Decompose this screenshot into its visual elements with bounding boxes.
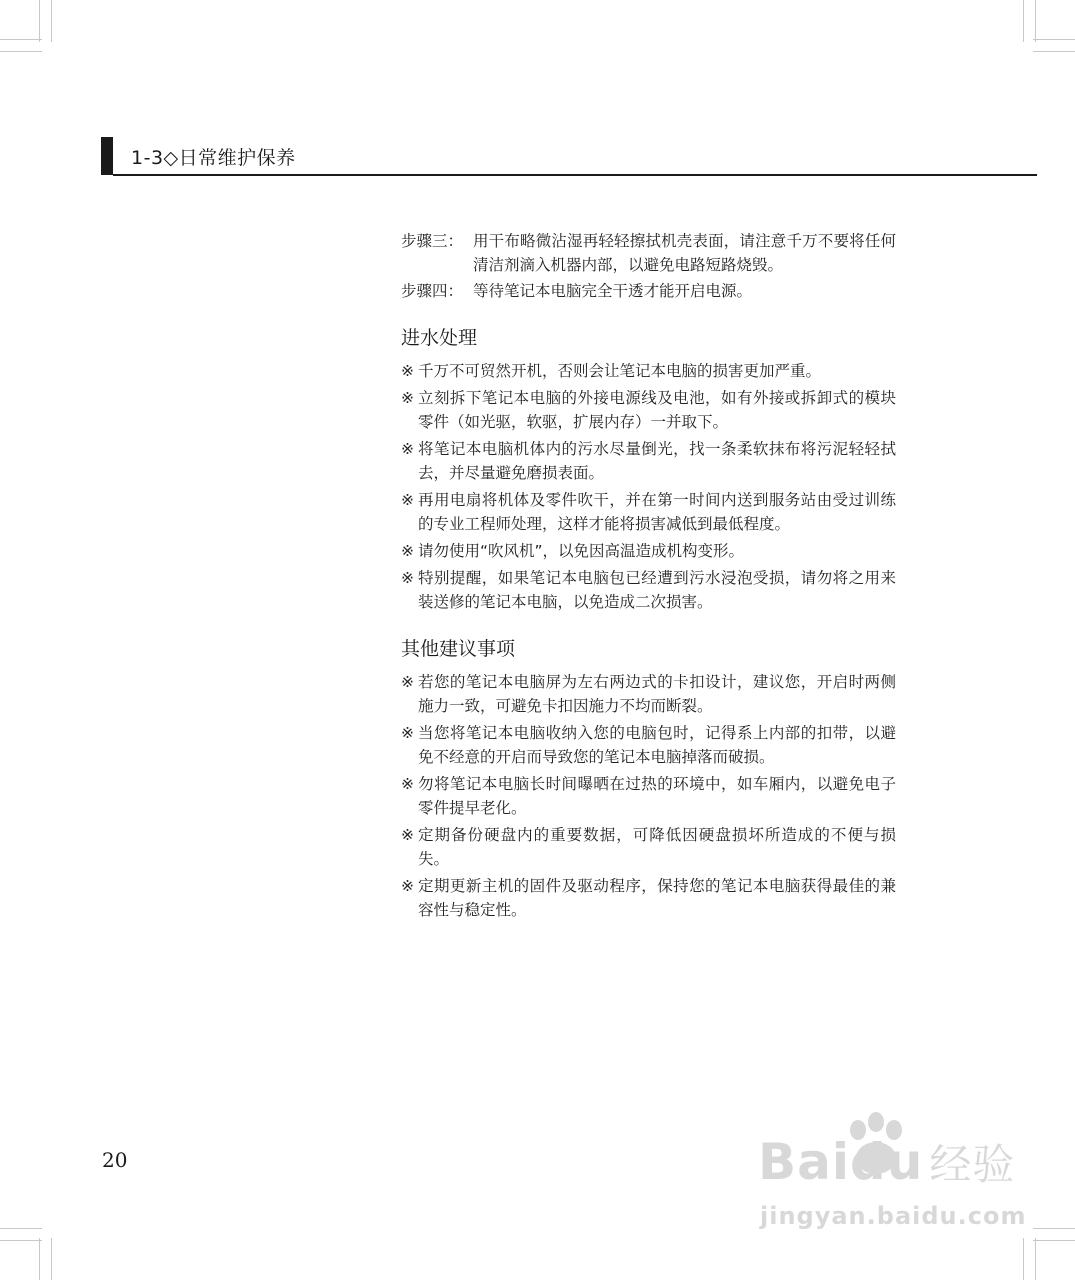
item-text: 定期更新主机的固件及驱动程序，保持您的笔记本电脑获得最佳的兼容性与稳定性。: [418, 877, 896, 919]
crop-mark: [1023, 0, 1024, 42]
list-item: [401, 488, 896, 536]
crop-mark: [1033, 39, 1075, 40]
main-content: [401, 229, 896, 925]
step-label: 步骤三：: [401, 232, 464, 250]
crop-mark: [0, 1228, 42, 1229]
crop-mark: [0, 1240, 42, 1241]
crop-mark: [51, 0, 52, 42]
list-item: [401, 539, 896, 563]
list-item: [401, 566, 896, 614]
reference-mark: ※: [401, 389, 414, 407]
item-text: 勿将笔记本电脑长时间曝晒在过热的环境中，如车厢内，以避免电子零件提早老化。: [418, 775, 896, 817]
item-text: 当您将笔记本电脑收纳入您的电脑包时，记得系上内部的扣带，以避免不经意的开启而导致您的笔记本电脑掉落而破损。: [418, 724, 896, 766]
crop-mark: [1035, 0, 1036, 42]
list-item: [401, 823, 896, 871]
reference-mark: ※: [401, 491, 414, 509]
list-item: [401, 359, 896, 383]
crop-mark: [1023, 1238, 1024, 1280]
item-text: 请勿使用“吹风机”，以免因高温造成机构变形。: [418, 542, 745, 560]
step-text: 用干布略微沾湿再轻轻擦拭机壳表面，请注意千万不要将任何清洁剂滴入机器内部，以避免电路短路烧毁。: [473, 232, 896, 274]
reference-mark: ※: [401, 775, 414, 793]
baidu-jingyan-watermark: [758, 1118, 1027, 1248]
step-text: 等待笔记本电脑完全干透才能开启电源。: [473, 282, 753, 300]
crop-mark: [39, 0, 40, 42]
reference-mark: ※: [401, 569, 414, 587]
crop-mark: [0, 39, 42, 40]
list-item: [401, 437, 896, 485]
reference-mark: ※: [401, 362, 414, 380]
reference-mark: ※: [401, 724, 414, 742]
crop-mark: [1033, 1228, 1075, 1229]
reference-mark: ※: [401, 673, 414, 691]
step-label: 步骤四：: [401, 282, 464, 300]
item-text: 将笔记本电脑机体内的污水尽量倒光，找一条柔软抹布将污泥轻轻拭去，并尽量避免磨损表面。: [418, 440, 896, 482]
item-text: 再用电扇将机体及零件吹干，并在第一时间内送到服务站由受过训练的专业工程师处理，这样才能将损害减低到最低程度。: [418, 491, 896, 533]
page-number: 20: [102, 1148, 128, 1172]
item-text: 若您的笔记本电脑屏为左右两边式的卡扣设计，建议您，开启时两侧施力一致，可避免卡扣因施力不均而断裂。: [418, 673, 896, 715]
logo-text-a: Bai: [758, 1133, 850, 1191]
crop-mark: [0, 51, 42, 52]
item-text: 特别提醒，如果笔记本电脑包已经遭到污水浸泡受损，请勿将之用来装送修的笔记本电脑，以免造成二次损害。: [418, 569, 896, 611]
list-item: [401, 670, 896, 718]
crop-mark: [51, 1238, 52, 1280]
step-3: [401, 229, 896, 277]
logo-text-b: du: [850, 1133, 924, 1191]
header-bar: [101, 137, 113, 175]
reference-mark: ※: [401, 877, 414, 895]
item-text: 千万不可贸然开机，否则会让笔记本电脑的损害更加严重。: [418, 362, 822, 380]
crop-mark: [1033, 1240, 1075, 1241]
reference-mark: ※: [401, 440, 414, 458]
item-text: 定期备份硬盘内的重要数据，可降低因硬盘损坏所造成的不便与损失。: [418, 826, 896, 868]
watermark-url: jingyan.baidu.com: [760, 1202, 1027, 1230]
step-4: [401, 279, 896, 303]
logo-text-c: 经验: [929, 1140, 1016, 1189]
chapter-header: [101, 137, 1037, 177]
section-heading-other: 其他建议事项: [401, 638, 516, 660]
item-text: 立刻拆下笔记本电脑的外接电源线及电池，如有外接或拆卸式的模块零件（如光驱，软驱，扩展内存）一并取下。: [418, 389, 896, 431]
list-item: [401, 772, 896, 820]
list-item: [401, 874, 896, 922]
reference-mark: ※: [401, 826, 414, 844]
crop-mark: [39, 1238, 40, 1280]
crop-mark: [1035, 1238, 1036, 1280]
section-heading-water: 进水处理: [401, 327, 478, 349]
chapter-title: 1-3◇日常维护保养: [131, 147, 296, 169]
watermark-logo: [758, 1132, 1015, 1192]
header-rule: [113, 174, 1037, 176]
list-item: [401, 721, 896, 769]
crop-mark: [1033, 51, 1075, 52]
reference-mark: ※: [401, 542, 414, 560]
list-item: [401, 386, 896, 434]
